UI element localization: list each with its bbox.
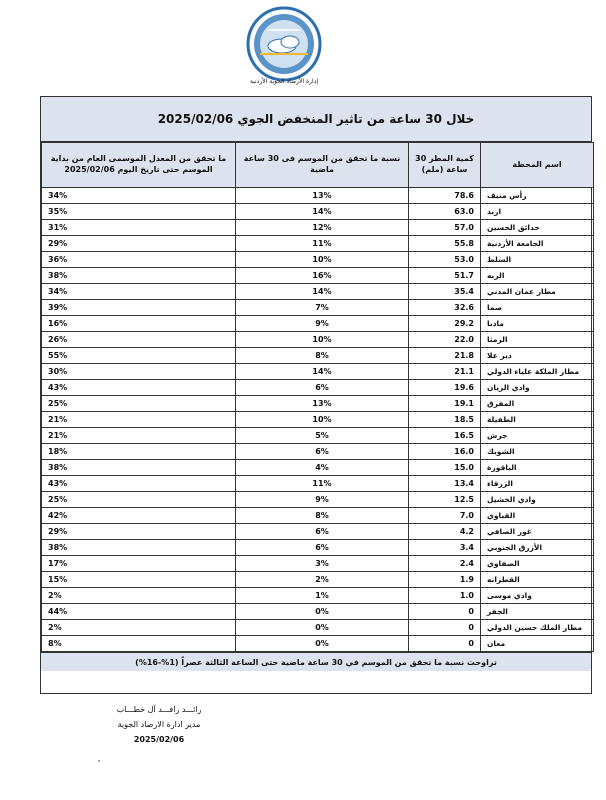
stray-mark [98, 760, 100, 762]
pct30-cell: 1% [236, 588, 409, 604]
season-cell: 42% [42, 508, 236, 524]
season-cell: 2% [42, 620, 236, 636]
season-cell: 29% [42, 524, 236, 540]
pct30-cell: 9% [236, 316, 409, 332]
report-footnote: تراوحت نسبة ما تحقق من الموسم في 30 ساعة ماضية حتى الساعة الثالثة عصراً (1%-16%) [41, 652, 591, 671]
rainfall-report [40, 96, 592, 694]
pct30-cell: 14% [236, 204, 409, 220]
pct30-cell: 0% [236, 604, 409, 620]
table-row [42, 284, 594, 300]
pct30-cell: 8% [236, 348, 409, 364]
season-cell: 55% [42, 348, 236, 364]
station-cell: صما [481, 300, 594, 316]
table-row [42, 236, 594, 252]
pct30-cell: 8% [236, 508, 409, 524]
season-cell: 29% [42, 236, 236, 252]
table-row [42, 316, 594, 332]
rain-cell: 53.0 [409, 252, 481, 268]
rain-cell: 21.8 [409, 348, 481, 364]
season-cell: 30% [42, 364, 236, 380]
table-row [42, 268, 594, 284]
season-cell: 38% [42, 460, 236, 476]
rain-cell: 13.4 [409, 476, 481, 492]
pct30-cell: 10% [236, 252, 409, 268]
table-header-row [42, 143, 594, 188]
pct30-cell: 6% [236, 380, 409, 396]
rain-cell: 57.0 [409, 220, 481, 236]
station-cell: وادي موسى [481, 588, 594, 604]
season-cell: 36% [42, 252, 236, 268]
table-row [42, 588, 594, 604]
station-cell: حدائق الحسين [481, 220, 594, 236]
table-row [42, 396, 594, 412]
rain-cell: 1.9 [409, 572, 481, 588]
season-cell: 2% [42, 588, 236, 604]
rain-cell: 16.0 [409, 444, 481, 460]
station-cell: مادبا [481, 316, 594, 332]
rain-cell: 1.0 [409, 588, 481, 604]
table-row [42, 364, 594, 380]
table-row [42, 380, 594, 396]
table-row [42, 540, 594, 556]
table-row [42, 444, 594, 460]
rain-cell: 15.0 [409, 460, 481, 476]
pct30-cell: 4% [236, 460, 409, 476]
pct30-cell: 11% [236, 236, 409, 252]
rain-cell: 19.1 [409, 396, 481, 412]
station-cell: مطار الملكة علياء الدولي [481, 364, 594, 380]
season-cell: 15% [42, 572, 236, 588]
pct30-cell: 5% [236, 428, 409, 444]
pct30-cell: 10% [236, 412, 409, 428]
rain-cell: 35.4 [409, 284, 481, 300]
season-cell: 43% [42, 380, 236, 396]
station-cell: الباقورة [481, 460, 594, 476]
season-cell: 39% [42, 300, 236, 316]
col-pct30-header: نسبة ما تحقق من الموسم فى 30 ساعة ماضية [236, 143, 409, 188]
table-row [42, 604, 594, 620]
rain-cell: 7.0 [409, 508, 481, 524]
season-cell: 43% [42, 476, 236, 492]
station-cell: الطفيلة [481, 412, 594, 428]
table-row [42, 300, 594, 316]
report-title: خلال 30 ساعة من تاثير المنخفض الجوي 2025/02/06 [41, 97, 591, 142]
season-cell: 44% [42, 604, 236, 620]
station-cell: القباوي [481, 508, 594, 524]
season-cell: 25% [42, 492, 236, 508]
pct30-cell: 2% [236, 572, 409, 588]
pct30-cell: 10% [236, 332, 409, 348]
rain-cell: 18.5 [409, 412, 481, 428]
signature-date: 2025/02/06 [133, 735, 185, 744]
season-cell: 38% [42, 268, 236, 284]
season-cell: 8% [42, 636, 236, 652]
rainfall-table [41, 142, 594, 652]
pct30-cell: 6% [236, 524, 409, 540]
pct30-cell: 11% [236, 476, 409, 492]
station-cell: الجامعة الأردنية [481, 236, 594, 252]
pct30-cell: 13% [236, 188, 409, 204]
pct30-cell: 3% [236, 556, 409, 572]
station-cell: مطار الملك حسين الدولي [481, 620, 594, 636]
rain-cell: 55.8 [409, 236, 481, 252]
pct30-cell: 13% [236, 396, 409, 412]
table-row [42, 524, 594, 540]
season-cell: 34% [42, 188, 236, 204]
table-row [42, 620, 594, 636]
station-cell: وادي الخشيل [481, 492, 594, 508]
pct30-cell: 14% [236, 284, 409, 300]
table-row [42, 188, 594, 204]
table-row [42, 460, 594, 476]
season-cell: 18% [42, 444, 236, 460]
season-cell: 26% [42, 332, 236, 348]
table-row [42, 204, 594, 220]
station-cell: الزرقاء [481, 476, 594, 492]
rain-cell: 29.2 [409, 316, 481, 332]
col-station-header: اسم المحطة [481, 143, 594, 188]
pct30-cell: 7% [236, 300, 409, 316]
table-row [42, 476, 594, 492]
station-cell: رأس منيف [481, 188, 594, 204]
season-cell: 17% [42, 556, 236, 572]
station-cell: دير علا [481, 348, 594, 364]
station-cell: السلط [481, 252, 594, 268]
station-cell: الشوبك [481, 444, 594, 460]
signature-position: مدير ادارة الارصاد الجوية [117, 720, 201, 729]
rain-cell: 22.0 [409, 332, 481, 348]
col-season-header: ما تحقق من المعدل الموسمى العام من بداية الموسم حتى تاريخ اليوم 2025/02/06 [42, 143, 236, 188]
station-cell: الربه [481, 268, 594, 284]
col-rain-header: كمية المطر 30 ساعة (ملم) [409, 143, 481, 188]
rain-cell: 4.2 [409, 524, 481, 540]
station-cell: غور الصافي [481, 524, 594, 540]
season-cell: 34% [42, 284, 236, 300]
rain-cell: 19.6 [409, 380, 481, 396]
table-row [42, 348, 594, 364]
station-cell: وادي الريان [481, 380, 594, 396]
pct30-cell: 12% [236, 220, 409, 236]
table-row [42, 412, 594, 428]
signature-name: رائـــد رافـــد آل خطـــاب [116, 705, 202, 714]
rain-cell: 0 [409, 636, 481, 652]
org-caption: إدارة الأرصاد الجوية الأردنية [249, 78, 319, 85]
pct30-cell: 9% [236, 492, 409, 508]
table-row [42, 556, 594, 572]
table-row [42, 636, 594, 652]
rain-cell: 16.5 [409, 428, 481, 444]
station-cell: مطار عمان المدني [481, 284, 594, 300]
station-cell: الأزرق الجنوبي [481, 540, 594, 556]
pct30-cell: 14% [236, 364, 409, 380]
rain-cell: 21.1 [409, 364, 481, 380]
pct30-cell: 16% [236, 268, 409, 284]
rain-cell: 78.6 [409, 188, 481, 204]
pct30-cell: 0% [236, 636, 409, 652]
season-cell: 31% [42, 220, 236, 236]
station-cell: معان [481, 636, 594, 652]
table-row [42, 428, 594, 444]
station-cell: الرمثا [481, 332, 594, 348]
season-cell: 16% [42, 316, 236, 332]
signature-block [94, 702, 224, 747]
pct30-cell: 6% [236, 540, 409, 556]
season-cell: 38% [42, 540, 236, 556]
pct30-cell: 0% [236, 620, 409, 636]
table-row [42, 508, 594, 524]
table-row [42, 220, 594, 236]
rain-cell: 0 [409, 604, 481, 620]
season-cell: 35% [42, 204, 236, 220]
rain-cell: 12.5 [409, 492, 481, 508]
table-row [42, 332, 594, 348]
rain-cell: 2.4 [409, 556, 481, 572]
table-row [42, 492, 594, 508]
station-cell: القطرانه [481, 572, 594, 588]
station-cell: اربد [481, 204, 594, 220]
table-row [42, 252, 594, 268]
rain-cell: 51.7 [409, 268, 481, 284]
rain-cell: 3.4 [409, 540, 481, 556]
season-cell: 25% [42, 396, 236, 412]
rain-cell: 63.0 [409, 204, 481, 220]
pct30-cell: 6% [236, 444, 409, 460]
station-cell: جرش [481, 428, 594, 444]
station-cell: الجفر [481, 604, 594, 620]
station-cell: الصفاوي [481, 556, 594, 572]
season-cell: 21% [42, 412, 236, 428]
season-cell: 21% [42, 428, 236, 444]
table-row [42, 572, 594, 588]
rain-cell: 32.6 [409, 300, 481, 316]
station-cell: المفرق [481, 396, 594, 412]
rain-cell: 0 [409, 620, 481, 636]
